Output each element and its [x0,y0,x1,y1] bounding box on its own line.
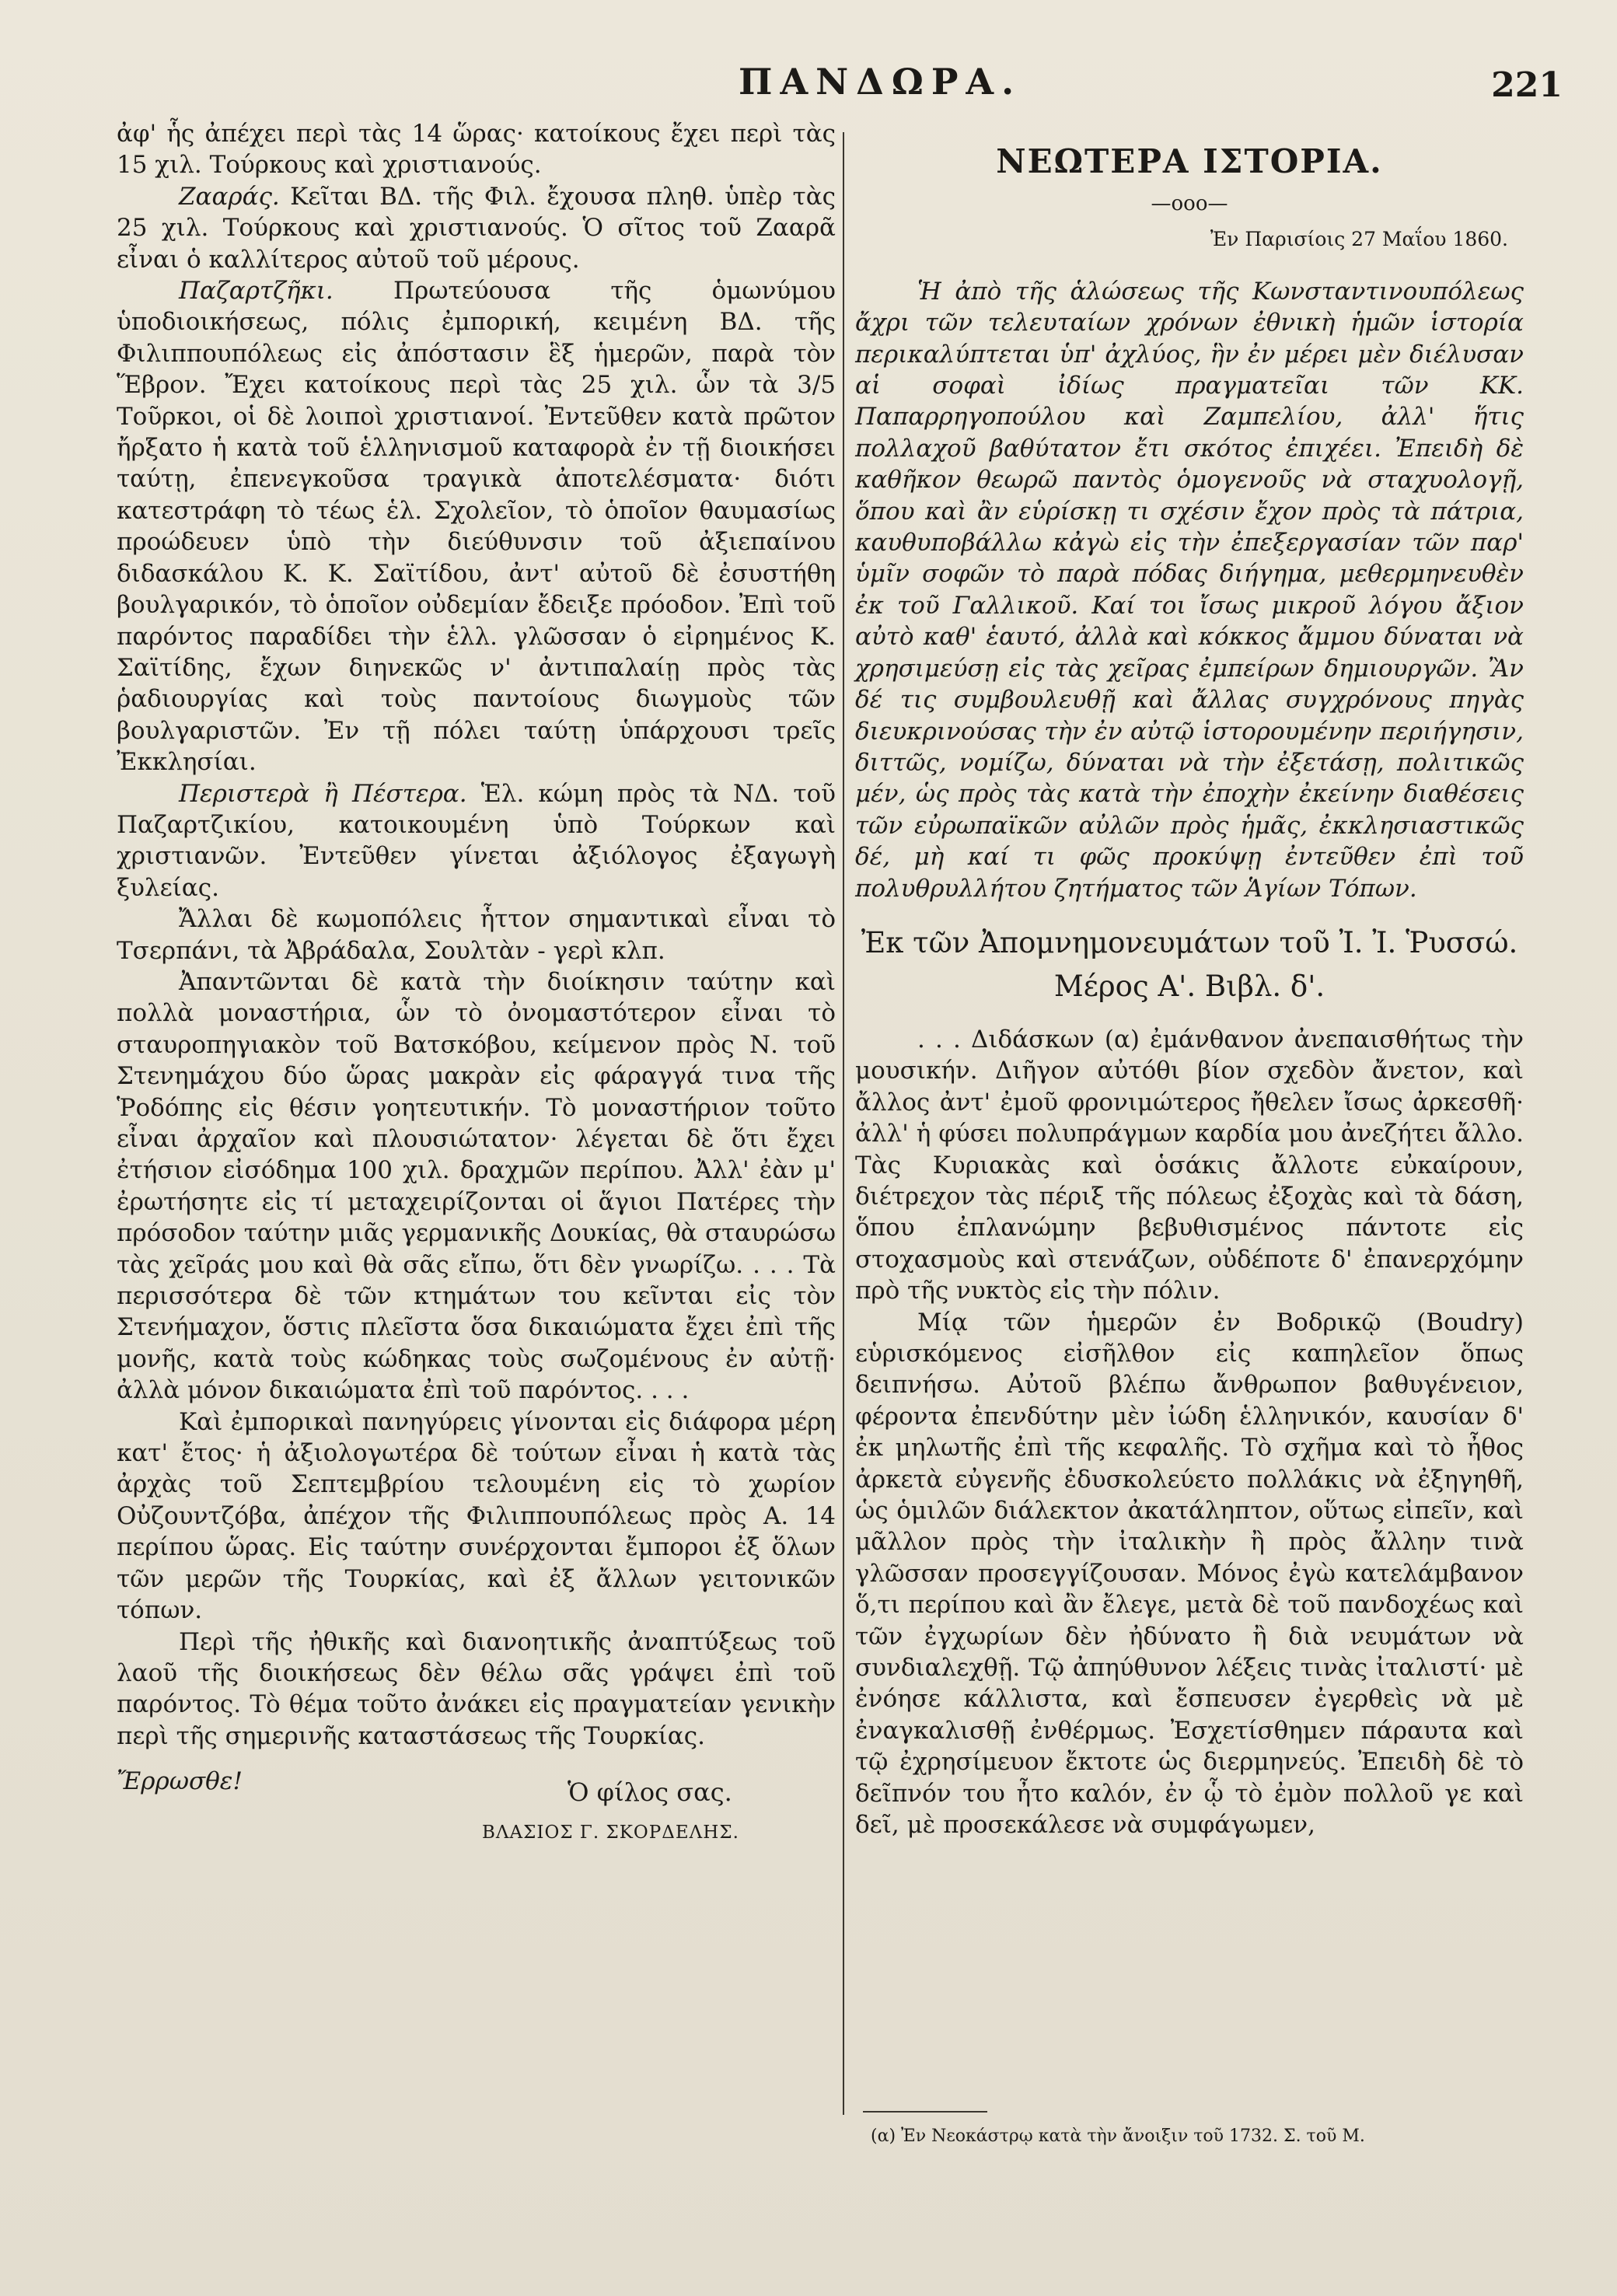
journal-title: ΠΑΝΔΩΡΑ. [739,61,1022,103]
place-name-pazardzhik: Παζαρτζῆκι. [179,277,334,306]
place-name-zaras: Ζααράς. [179,182,280,211]
text-zaras: Κεῖται ΒΔ. τῆς Φιλ. ἔχουσα πληθ. ὑπὲρ τὰς 25 χιλ. Τούρκους καὶ χριστιανούς. Ὁ σῖτος τοῦ Ζααρᾶ εἶναι ὁ καλλίτερος αὐτοῦ τοῦ μέρους. [117,182,836,274]
section-title: ΝΕΩΤΕΡΑ ΙΣΤΟΡΙΑ. [996,142,1383,180]
farewell: Ἔρρωσθε! [117,1767,243,1796]
paragraph-rousseau-2: Μίᾳ τῶν ἡμερῶν ἐν Βοδρικῷ (Boudry) εὑρισκόμενος εἰσῆλθον εἰς καπηλεῖον ὅπως δειπνήσω. Αὐτοῦ βλέπω ἄνθρωπον βαθυγένειον, φέροντα ἐπενδύτην μὲν ἰώδη ἑλληνικόν, καυσίαν δ' ἐκ μηλωτῆς ἐπὶ τῆς κεφαλῆς. Τὸ σχῆμα καὶ τὸ ἦθος ἀρκετὰ εὐγενῆς ἐδυσκολεύετο πολλάκις νὰ ἐξηγηθῆ, ὡς ὁμιλῶν διάλεκτον ἀκατάληπτον, οὕτως εἰπεῖν, καὶ μᾶλλον πρὸς τὴν ἰταλικὴν ἢ πρὸς ἄλλην τινὰ γλῶσσαν προσεγγίζουσαν. Μόνος ἐγὼ κατελάμβανον ὅ,τι περίπου καὶ ἂν ἔλεγε, μετὰ δὲ τοῦ πανδοχέως καὶ τῶν ἐγχωρίων δὲν ἠδύνατο ἢ διὰ νευμάτων νὰ συνδιαλεχθῇ. Τῷ ἀπηύθυνον λέξεις τινὰς ἰταλιστί· μὲ ἐνόησε κάλλιστα, καὶ ἔσπευσεν ἐγερθεὶς νὰ μὲ ἐναγκαλισθῇ ἐνθέρμως. Ἐσχετίσθημεν πάραυτα καὶ τῷ ἐχρησίμευον ἔκτοτε ὡς διερμηνεύς. Ἐπειδὴ δὲ τὸ δεῖπνόν του ἦτο καλόν, ἐν ᾧ τὸ ἐμὸν πολλοῦ γε καὶ δεῖ, μὲ προσεκάλεσε νὰ συμφάγωμεν, [855,1308,1524,1840]
footnote: (α) Ἐν Νεοκάστρῳ κατὰ τὴν ἄνοιξιν τοῦ 1732. Σ. τοῦ Μ. [871,2127,1365,2146]
paragraph-rousseau-1: . . . Διδάσκων (α) ἐμάνθανον ἀνεπαισθήτως τὴν μουσικήν. Διῆγον αὐτόθι βίον σχεδὸν ἄνετον, καὶ ἄλλος ἀντ' ἐμοῦ φρονιμώτερος ἤθελεν ἴσως ἀρκεσθῆ· ἀλλ' ἡ φύσει πολυπράγμων καρδία μου ἀνεζήτει ἄλλο. Τὰς Κυριακὰς καὶ ὁσάκις ἄλλοτε εὐκαίρουν, διέτρεχον τὰς πέριξ τῆς πόλεως ἐξοχὰς καὶ τὰ δάση, ὅπου ἐπλανώμην βεβυθισμένος πάντοτε εἰς στοχασμοὺς καὶ στενάζων, οὐδέποτε δ' ἐπανερχόμην πρὸ τῆς νυκτὸς εἰς τὴν πόλιν. [855,1025,1524,1305]
paragraph-closing: Περὶ τῆς ἠθικῆς καὶ διανοητικῆς ἀναπτύξεως τοῦ λαοῦ τῆς διοικήσεως δὲν θέλω σᾶς γράψει ἐπὶ τοῦ παρόντος. Τὸ θέμα τοῦτο ἀνάκει εἰς πραγματείαν γενικὴν περὶ τῆς σημερινῆς καταστάσεως τῆς Τουρκίας. [117,1627,836,1750]
paragraph-pazardzhik [117,275,836,778]
paragraph-distance: ἀφ' ἧς ἀπέχει περὶ τὰς 14 ὥρας· κατοίκους ἔχει περὶ τὰς 15 χιλ. Τούρκους καὶ χριστιανούς. [117,120,836,180]
dateline: Ἐν Παρισίοις 27 Μαΐου 1860. [1210,228,1508,251]
source-heading: Ἐκ τῶν Ἀπομνημονευμάτων τοῦ Ἰ. Ἰ. Ῥυσσώ. Μέρος Α'. Βιβλ. δ'. [861,925,1518,1003]
left-column [117,118,836,1843]
paragraph-peristera [117,778,836,904]
signature: ΒΛΑΣΙΟΣ Γ. ΣΚΟΡΔΕΛΗΣ. [482,1822,739,1843]
paragraph-villages: Ἄλλαι δὲ κωμοπόλεις ἧττον σημαντικαὶ εἶναι τὸ Τσερπάνι, τὰ Ἀβράδαλα, Σουλτὰν - γερὶ κλπ. [117,905,836,965]
paragraph-fairs: Καὶ ἐμπορικαὶ πανηγύρεις γίνονται εἰς διάφορα μέρη κατ' ἔτος· ἡ ἀξιολογωτέρα δὲ τούτων εἶναι ἡ κατὰ τὰς ἀρχὰς τοῦ Σεπτεμβρίου τελουμένη εἰς τὸ χωρίον Οὐζουντζόβα, ἀπέχον τῆς Φιλιππουπόλεως πρὸς Α. 14 περίπου ὥρας. Εἰς ταύτην συνέρχονται ἔμποροι ἐξ ὅλων τῶν μερῶν τῆς Τουρκίας, καὶ ἐξ ἄλλων γειτονικῶν τόπων. [117,1407,836,1625]
text-pazardzhik: Πρωτεύουσα τῆς ὁμωνύμου ὑποδιοικήσεως, πόλις ἐμπορική, κειμένη ΒΔ. τῆς Φιλιππουπόλεως εἰς ἀπόστασιν ἓξ ἡμερῶν, παρὰ τὸν Ἕβρον. Ἔχει κατοίκους περὶ τὰς 25 χιλ. ὧν τὰ 3/5 Τοῦρκοι, οἱ δὲ λοιποὶ χριστιανοί. Ἐντεῦθεν κατὰ πρῶτον ἤρξατο ἡ κατὰ τοῦ ἑλληνισμοῦ καταφορὰ ἐν τῇ διοικήσει ταύτῃ, ἐπενεγκοῦσα τραγικὰ ἀποτελέσματα· διότι κατεστράφη τὸ τέως ἑλ. Σχολεῖον, τὸ ὁποῖον θαυμασίως προώδευεν ὑπὸ τὴν διεύθυνσιν τοῦ ἀξιεπαίνου διδασκάλου Κ. Κ. Σαϊτίδου, ἀντ' αὐτοῦ δὲ ἐσυστήθη βουλγαρικόν, τὸ ὁποῖον οὐδεμίαν ἔδειξε πρόοδον. Ἐπὶ τοῦ παρόντος παραδίδει τὴν ἑλλ. γλῶσσαν ὁ εἰρημένος Κ. Σαϊτίδης, ἔχων διηνεκῶς ν' ἀντιπαλαίῃ πρὸς τὰς ῥαδιουργίας καὶ τοὺς παντοίους διωγμοὺς τῶν βουλγαριστῶν. Ἐν τῇ πόλει ταύτῃ ὑπάρχουσι τρεῖς Ἐκκλησίαι. [117,277,836,777]
right-column [855,118,1524,1841]
paragraph-intro: Ἡ ἀπὸ τῆς ἁλώσεως τῆς Κωνσταντινουπόλεως ἄχρι τῶν τελευταίων χρόνων ἐθνικὴ ἡμῶν ἱστορία περικαλύπτεται ὑπ' ἀχλύος, ἣν ἐν μέρει μὲν διέλυσαν αἱ σοφαὶ ἰδίως πραγματεῖαι τῶν ΚΚ. Παπαρρηγοπούλου καὶ Ζαμπελίου, ἀλλ' ἥτις πολλαχοῦ βαθύτατον ἔτι σκότος ἐπιχέει. Ἐπειδὴ δὲ καθῆκον θεωρῶ παντὸς ὁμογενοῦς νὰ σταχυολογῇ, ὅπου καὶ ἂν εὑρίσκῃ τι σχέσιν ἔχον πρὸς τὰ πάτρια, καυθυποβάλλω κἀγὼ εἰς τὴν ἐπεξεργασίαν τῶν παρ' ὑμῖν σοφῶν τὸ παρὰ πόδας διήγημα, μεθερμηνευθὲν ἐκ τοῦ Γαλλικοῦ. Καί τοι ἴσως μικροῦ λόγου ἄξιον αὐτὸ καθ' ἑαυτό, ἀλλὰ καὶ κόκκος ἄμμου δύναται νὰ χρησιμεύσῃ εἰς τὰς χεῖρας ἐμπείρων δημιουργῶν. Ἂν δέ τις συμβουλευθῇ καὶ ἄλλας συγχρόνους πηγὰς διευκρινούσας τὴν ἐν αὐτῷ ἱστορουμένην περιήγησιν, διττῶς, νομίζω, δύναται νὰ τὴν ἐξετάσῃ, πολιτικῶς μέν, ὡς πρὸς τὰς κατὰ τὴν ἐποχὴν ἐκείνην διαθέσεις τῶν εὐρωπαϊκῶν αὐλῶν πρὸς ἡμᾶς, ἐκκλησιαστικῶς δέ, μὴ καί τι φῶς προκύψῃ ἐντεῦθεν ἐπὶ τοῦ πολυθρυλλήτου ζητήματος τῶν Ἁγίων Τόπων. [855,277,1524,903]
paragraph-zaras [117,181,836,275]
page-number: 221 [1491,65,1563,105]
running-head [0,61,1617,115]
place-name-peristera: Περιστερὰ ἢ Πέστερα. [179,779,467,808]
paragraph-monasteries: Ἀπαντῶνται δὲ κατὰ τὴν διοίκησιν ταύτην καὶ πολλὰ μοναστήρια, ὧν τὸ ὀνομαστότερον εἶναι τὸ σταυροπηγιακὸν τοῦ Βατσκόβου, κείμενον πρὸς Ν. τοῦ Στενημάχου δύο ὥρας μακρὰν εἰς φάραγγά τινα τῆς Ῥοδόπης εἰς θέσιν γοητευτικήν. Τὸ μοναστήριον τοῦτο εἶναι ἀρχαῖον καὶ πλουσιώτατον· λέγεται δὲ ὅτι ἔχει ἐτήσιον εἰσόδημα 100 χιλ. δραχμῶν περίπου. Ἀλλ' ἐὰν μ' ἐρωτήσητε εἰς τί μεταχειρίζονται οἱ ἅγιοι Πατέρες τὴν πρόσοδον ταύτην μιᾶς γερμανικῆς Δουκίας, θὰ σταυρώσω τὰς χεῖράς μου καὶ θὰ σᾶς εἴπω, ὅτι δὲν γνωρίζω. . . . Τὰ περισσότερα δὲ τῶν κτημάτων του κεῖνται εἰς τὸν Στενήμαχον, ὅστις πλεῖστα ὅσα δικαιώματα ἔχει ἐπὶ τῆς μονῆς, κατὰ τοὺς κώδηκας τοὺς σωζομένους ἐν αὐτῇ· ἀλλὰ μόνον δικαιώματα ἐπὶ τοῦ παρόντος. . . . [117,967,836,1405]
friend-line: Ὁ φίλος σας. [568,1777,732,1808]
footnote-rule [863,2111,987,2113]
ornament-divider: —ooo— [1151,192,1228,215]
column-divider [843,132,844,2115]
signoff [117,1766,836,1843]
text-peristera: Ἑλ. κώμη πρὸς τὰ ΝΔ. τοῦ Παζαρτζικίου, κατοικουμένη ὑπὸ Τούρκων καὶ χριστιανῶν. Ἐντεῦθεν γίνεται ἀξιόλογος ἐξαγωγὴ ξυλείας. [117,779,836,902]
